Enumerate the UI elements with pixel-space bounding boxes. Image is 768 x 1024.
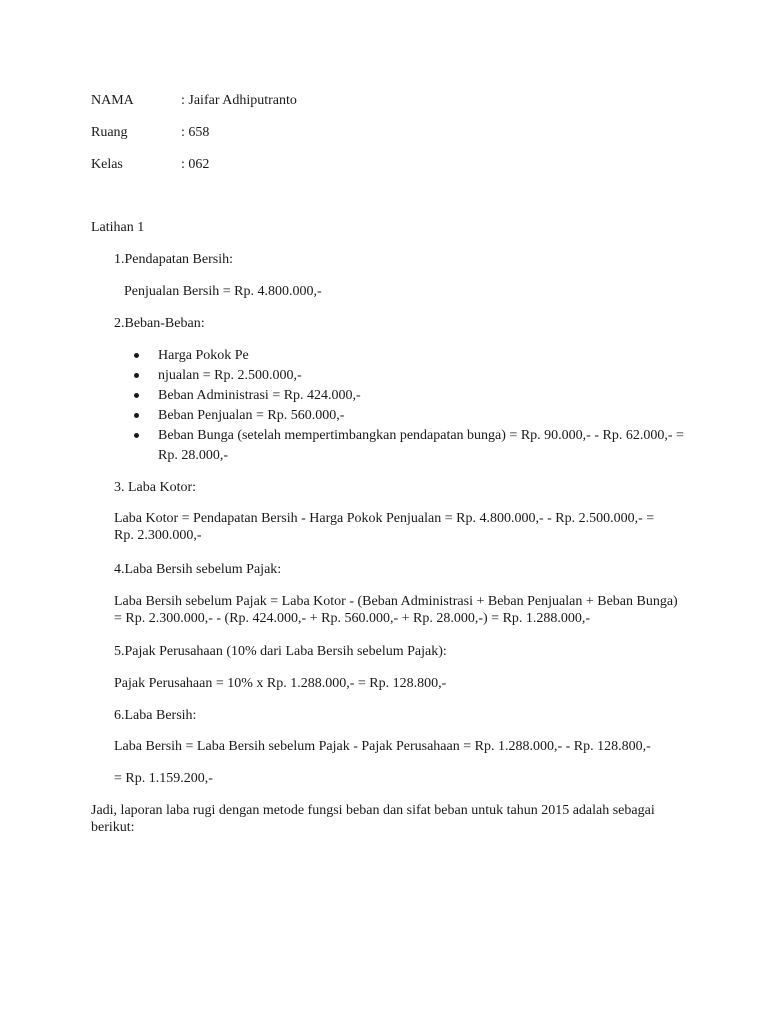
section-5-heading: 5.Pajak Perusahaan (10% dari Laba Bersih sebelum Pajak):	[114, 644, 447, 659]
section-4-heading: 4.Laba Bersih sebelum Pajak:	[114, 562, 282, 577]
conclusion-paragraph: Jadi, laporan laba rugi dengan metode fungsi beban dan sifat beban untuk tahun 2015 adalah sebagai berikut:	[91, 803, 655, 835]
section-3-line: Laba Kotor = Pendapatan Bersih - Harga Pokok Penjualan = Rp. 4.800.000,- - Rp. 2.500.000,- = Rp. 2.300.000,-	[114, 511, 655, 543]
name-value: : Jaifar Adhiputranto	[181, 93, 297, 108]
bullet-icon	[134, 433, 139, 438]
name-label: NAMA	[91, 93, 134, 108]
expense-bullet-list	[158, 346, 688, 466]
bullet-item	[158, 346, 688, 366]
room-value: : 658	[181, 125, 210, 140]
section-1-line: Penjualan Bersih = Rp. 4.800.000,-	[124, 284, 322, 299]
bullet-item	[158, 406, 688, 426]
bullet-icon	[134, 393, 139, 398]
section-4-line: Laba Bersih sebelum Pajak = Laba Kotor - (Beban Administrasi + Beban Penjualan + Beban Bunga) = Rp. 2.300.000,- - (Rp. 424.000,- + Rp. 560.000,- + Rp. 28.000,-) = Rp. 1.288.000,-	[114, 594, 678, 626]
section-6-line: Laba Bersih = Laba Bersih sebelum Pajak - Pajak Perusahaan = Rp. 1.288.000,- - Rp. 128.800,-	[114, 739, 651, 754]
section-3-heading: 3. Laba Kotor:	[114, 480, 197, 495]
section-5-line: Pajak Perusahaan = 10% x Rp. 1.288.000,- = Rp. 128.800,-	[114, 676, 447, 691]
section-6-heading: 6.Laba Bersih:	[114, 708, 197, 723]
bullet-text: Beban Bunga (setelah mempertimbangkan pendapatan bunga) = Rp. 90.000,- - Rp. 62.000,- = Rp. 28.000,-	[158, 428, 684, 463]
exercise-title: Latihan 1	[91, 220, 145, 235]
bullet-text: Harga Pokok Pe	[158, 348, 249, 363]
class-label: Kelas	[91, 157, 123, 172]
bullet-icon	[134, 373, 139, 378]
bullet-text: Beban Administrasi = Rp. 424.000,-	[158, 388, 361, 403]
bullet-text: njualan = Rp. 2.500.000,-	[158, 368, 302, 383]
section-1-heading: 1.Pendapatan Bersih:	[114, 252, 233, 267]
bullet-text: Beban Penjualan = Rp. 560.000,-	[158, 408, 345, 423]
bullet-item	[158, 366, 688, 386]
room-label: Ruang	[91, 125, 128, 140]
bullet-icon	[134, 353, 139, 358]
class-value: : 062	[181, 157, 210, 172]
section-2-heading: 2.Beban-Beban:	[114, 316, 205, 331]
bullet-icon	[134, 413, 139, 418]
bullet-item	[158, 426, 688, 466]
section-6-result: = Rp. 1.159.200,-	[114, 771, 213, 786]
bullet-item	[158, 386, 688, 406]
